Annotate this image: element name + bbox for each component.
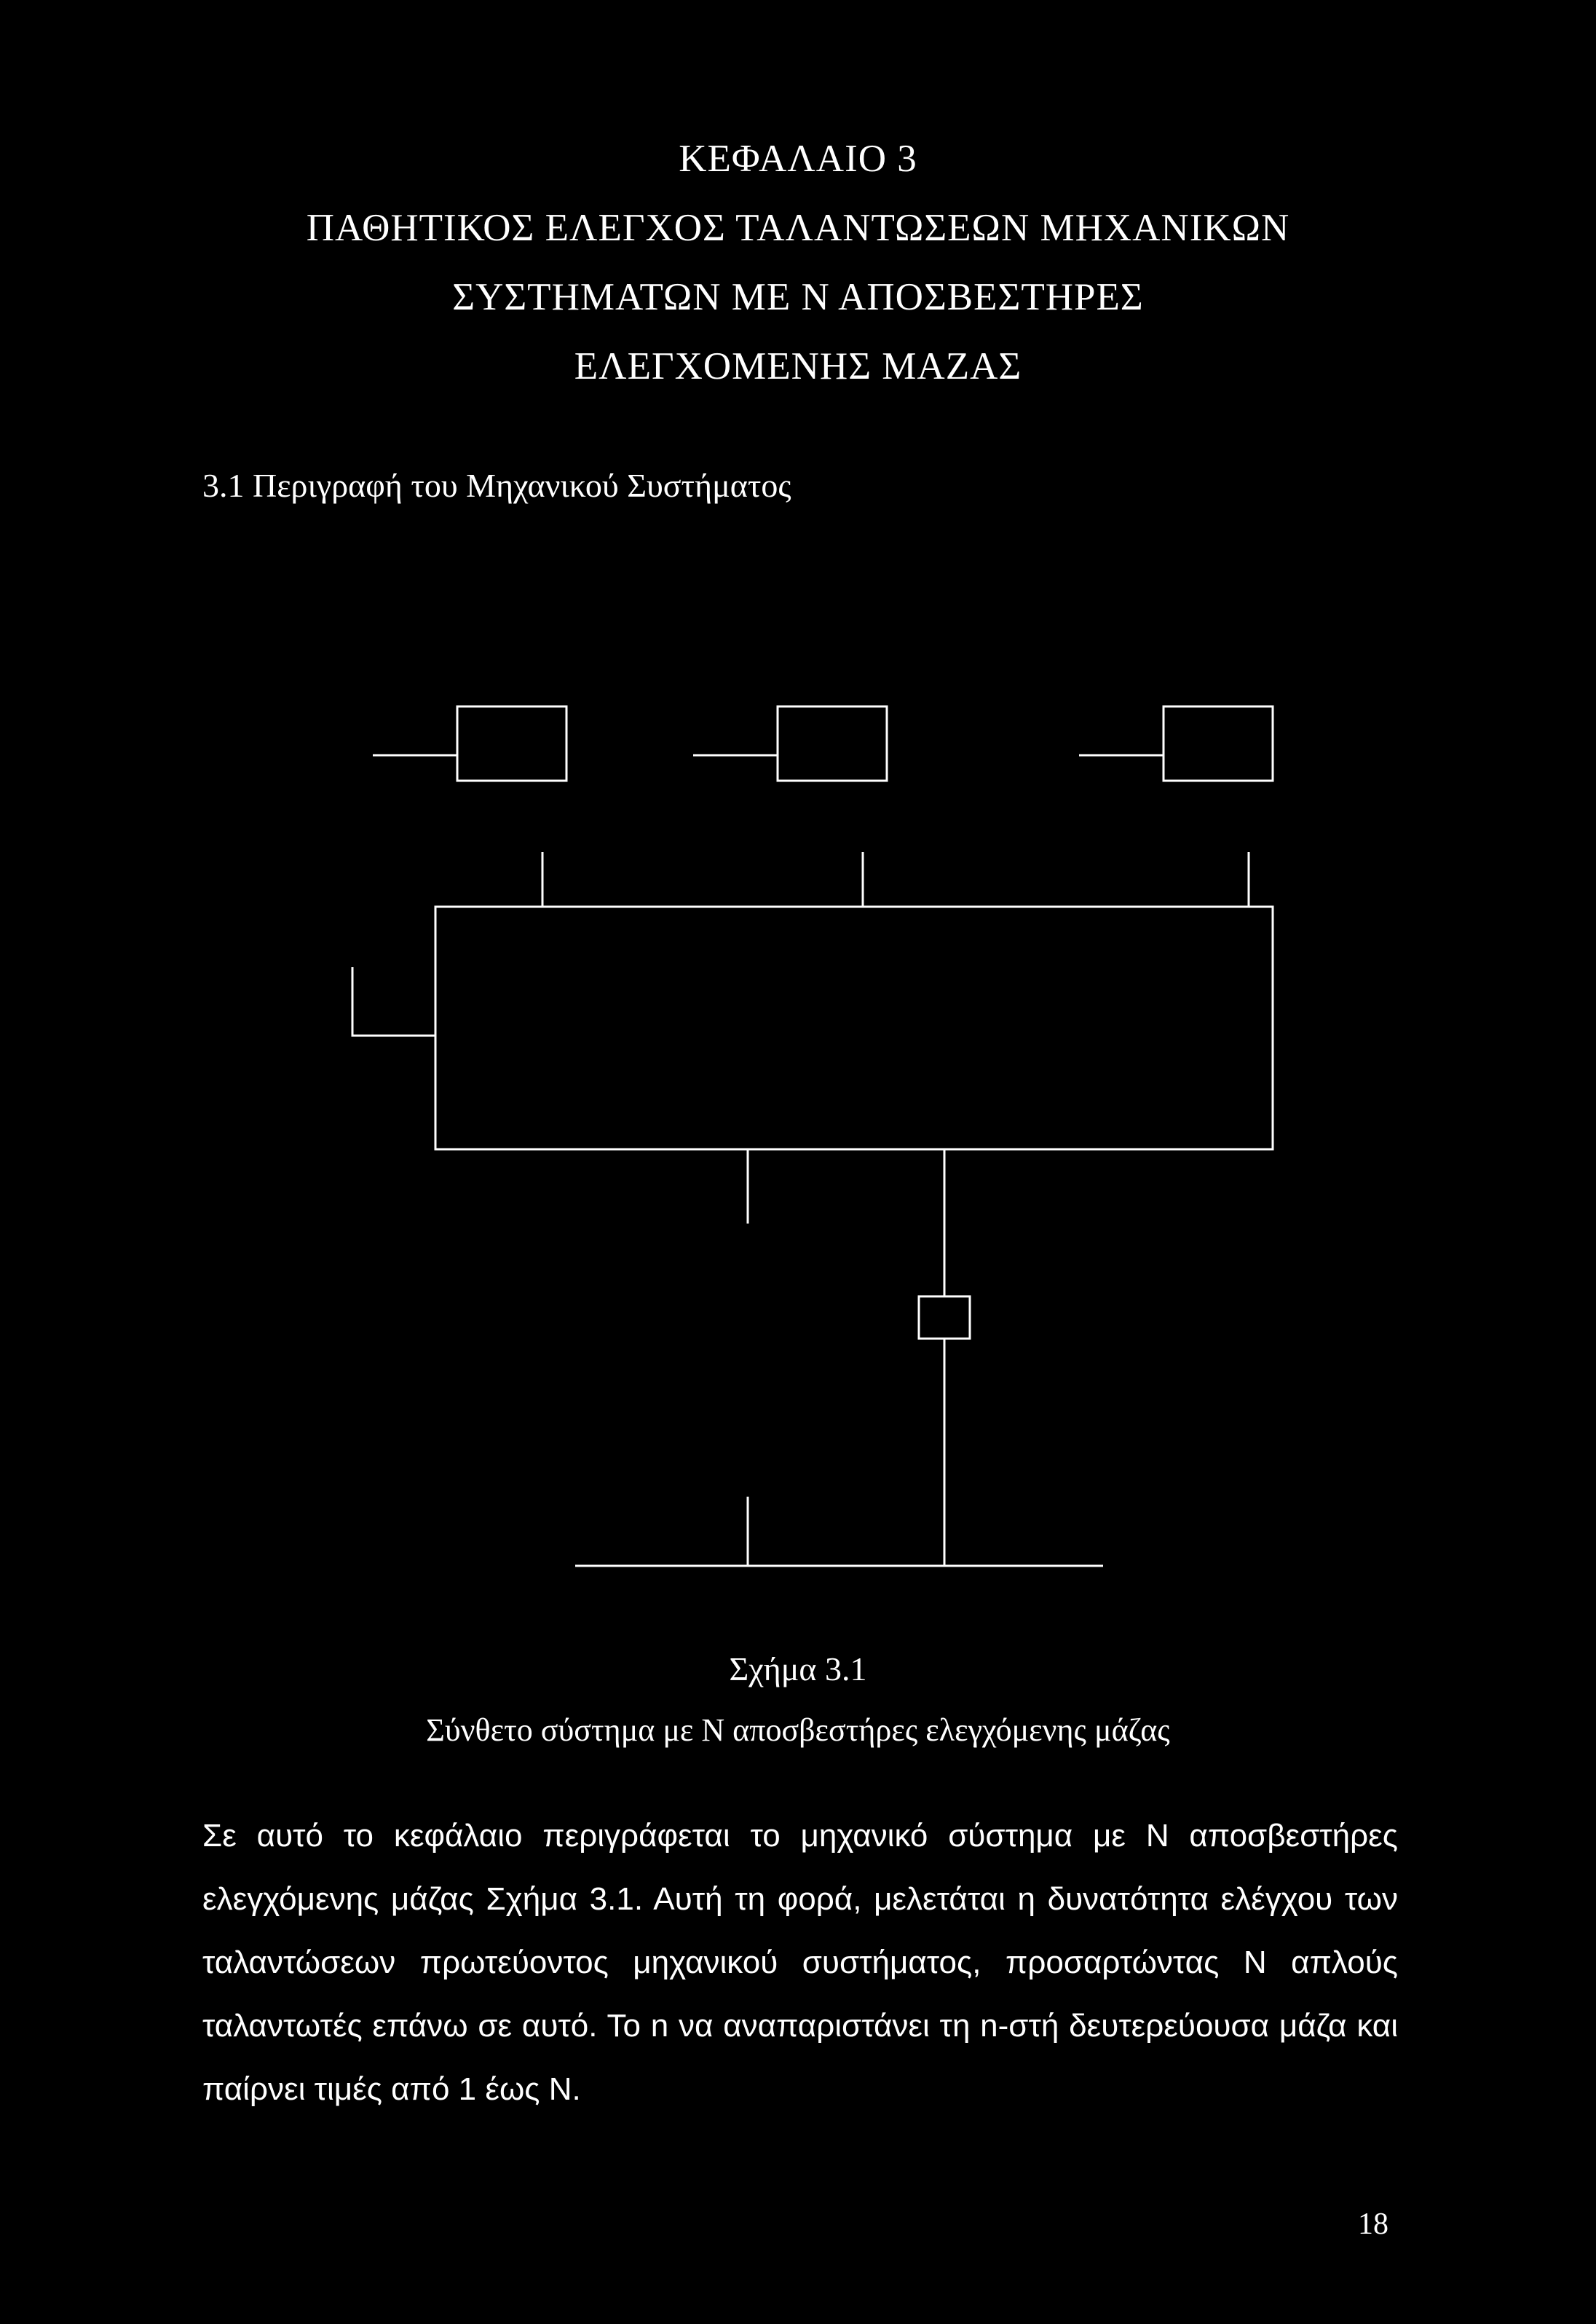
secondary-mass-1: [457, 706, 566, 781]
primary-mass: [435, 907, 1273, 1149]
page-number: 18: [1358, 2207, 1388, 2241]
figure-caption: Σύνθετο σύστημα με Ν αποσβεστήρες ελεγχόμενης μάζας: [426, 1712, 1170, 1748]
chapter-title-line-3: ΕΛΕΓΧΟΜΕΝΗΣ ΜΑΖΑΣ: [574, 345, 1022, 387]
body-line-5: παίρνει τιμές από 1 έως Ν.: [202, 2071, 581, 2107]
figure-label: Σχήμα 3.1: [729, 1650, 867, 1687]
secondary-mass-2: [778, 706, 887, 781]
primary-mass-side-connector: [352, 967, 435, 1036]
body-line-1: Σε αυτό το κεφάλαιο περιγράφεται το μηχανικό σύστημα με Ν αποσβεστήρες: [202, 1818, 1398, 1854]
chapter-title-line-2: ΣΥΣΤΗΜΑΤΩΝ ΜΕ Ν ΑΠΟΣΒΕΣΤΗΡΕΣ: [452, 276, 1144, 318]
chapter-label: ΚΕΦΑΛΑΙΟ 3: [679, 138, 917, 180]
section-title: 3.1 Περιγραφή του Μηχανικού Συστήματος: [202, 467, 791, 504]
chapter-title-line-1: ΠΑΘΗΤΙΚΟΣ ΕΛΕΓΧΟΣ ΤΑΛΑΝΤΩΣΕΩΝ ΜΗΧΑΝΙΚΩΝ: [306, 207, 1290, 249]
body-line-4: ταλαντωτές επάνω σε αυτό. Το n να αναπαριστάνει τη n-στή δευτερεύουσα μάζα και: [202, 2008, 1398, 2044]
body-line-3: ταλαντώσεων πρωτεύοντος μηχανικού συστήματος, προσαρτώντας Ν απλούς: [202, 1945, 1398, 1980]
secondary-mass-3: [1164, 706, 1273, 781]
damper-cylinder: [919, 1296, 970, 1339]
body-line-2: ελεγχόμενης μάζας Σχήμα 3.1. Αυτή τη φορά, μελετάται η δυνατότητα ελέγχου των: [202, 1881, 1398, 1917]
